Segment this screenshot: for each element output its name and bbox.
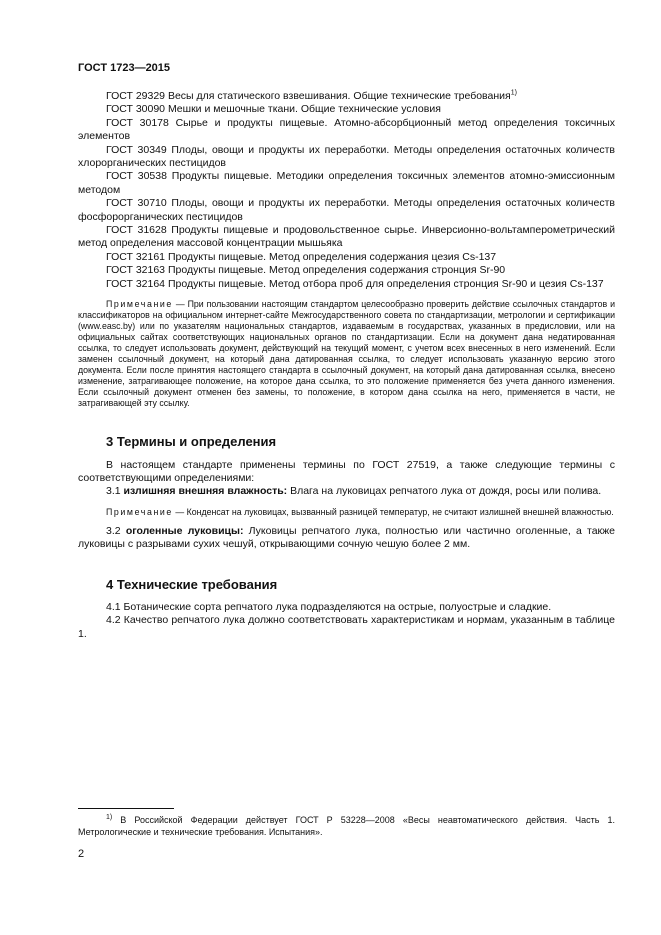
page-number: 2 <box>78 848 85 860</box>
reference-item: ГОСТ 30178 Сырье и продукты пищевые. Атомно-абсорбционный метод определения токсичных элементов <box>78 116 615 143</box>
term-name: излишняя внешняя влажность: <box>123 485 288 498</box>
note-label: Примечание <box>106 299 173 310</box>
note-text: — При пользовании настоящим стандартом целесообразно проверить действие ссылочных стандартов и классификаторов на официальном интернет-сайте Межгосударственного совета по стандартизации, метрологии и сертификации (www.easc.by) или по указателям национальных стандартов, издаваемым в государствах, указанных в предисловии, или на официальных сайтах соответствующих национальных органов по стандартизации. Если на документ дана недатированная ссылка, то следует использовать документ, действующий на текущий момент, с учетом всех внесенных в него изменений. Если заменен ссылочный документ, на который дана датированная ссылка, то следует использовать указанную версию этого документа. Если после принятия настоящего стандарта в ссылочный документ, на который дана датированная ссылка, внесено изменение, затрагивающее положение, на которое дана ссылка, то это положение применяется без учета данного изменения. Если ссылочный документ отменен без замены, то положение, в котором дана ссылка на него, применяется в части, не затрагивающей эту ссылку. <box>78 299 615 409</box>
note-label: Примечание <box>106 506 173 517</box>
references-note <box>78 299 615 409</box>
reference-item: ГОСТ 30090 Мешки и мешочные ткани. Общие технические условия <box>106 103 441 116</box>
section-4-p1: 4.1 Ботанические сорта репчатого лука подразделяются на острые, полуострые и сладкие. <box>106 600 552 613</box>
section-3-intro: В настоящем стандарте применены термины по ГОСТ 27519, а также следующие термины с соответствующими определениями: <box>78 458 615 484</box>
reference-item: ГОСТ 30349 Плоды, овощи и продукты их переработки. Методы определения остаточных количеств хлорорганических пестицидов <box>78 143 615 170</box>
footnote-ref: 1) <box>510 89 517 97</box>
section-3-title: 3 Термины и определения <box>106 434 277 450</box>
term-3-1: 3.1 излишняя внешняя влажность: Влага на луковицах репчатого лука от дождя, росы или полива. <box>106 485 602 498</box>
section-4-title: 4 Технические требования <box>106 576 278 592</box>
footnote-separator <box>78 808 174 809</box>
reference-item: ГОСТ 32161 Продукты пищевые. Метод определения содержания цезия Cs-137 <box>106 250 497 263</box>
reference-item: ГОСТ 32163 Продукты пищевые. Метод определения содержания стронция Sr-90 <box>106 264 506 277</box>
term-3-2: 3.2 оголенные луковицы: Луковицы репчатого лука, полностью или частично оголенные, а также луковицы с разрывами сухих чешуй, открывающими сочную чешую более 2 мм. <box>78 524 616 551</box>
normative-references-list <box>78 90 615 291</box>
reference-item: ГОСТ 30538 Продукты пищевые. Методики определения токсичных элементов атомно-эмиссионным методом <box>78 170 615 196</box>
document-header: ГОСТ 1723—2015 <box>78 62 171 74</box>
reference-item: ГОСТ 32164 Продукты пищевые. Метод отбора проб для определения стронция Sr-90 и цезия Cs-137 <box>106 277 604 290</box>
reference-item: ГОСТ 29329 Весы для статического взвешивания. Общие технические требования$^{1)}$ <box>106 89 517 102</box>
reference-item: ГОСТ 30710 Плоды, овощи и продукты их переработки. Методы определения остаточных количеств фосфорорганических пестицидов <box>78 197 615 223</box>
term-3-1-note: Примечание — Конденсат на луковицах, вызванный разницей температур, не считают излишней внешней влажностью. <box>106 506 614 517</box>
term-name: оголенные луковицы: <box>125 524 244 537</box>
reference-item: ГОСТ 31628 Продукты пищевые и продовольственное сырье. Инверсионно-вольтамперометрический метод определения массовой концентрации мышьяка <box>78 224 615 250</box>
footnote-mark: 1) <box>106 814 113 821</box>
footnote: $^{1)}$ В Российской Федерации действует ГОСТ Р 53228—2008 «Весы неавтоматического действия. Часть 1. Метрологические и технические требования. Испытания». <box>78 814 615 837</box>
section-4-p2: 4.2 Качество репчатого лука должно соответствовать характеристикам и нормам, указанным в таблице 1. <box>78 614 615 640</box>
main-content <box>78 90 615 641</box>
